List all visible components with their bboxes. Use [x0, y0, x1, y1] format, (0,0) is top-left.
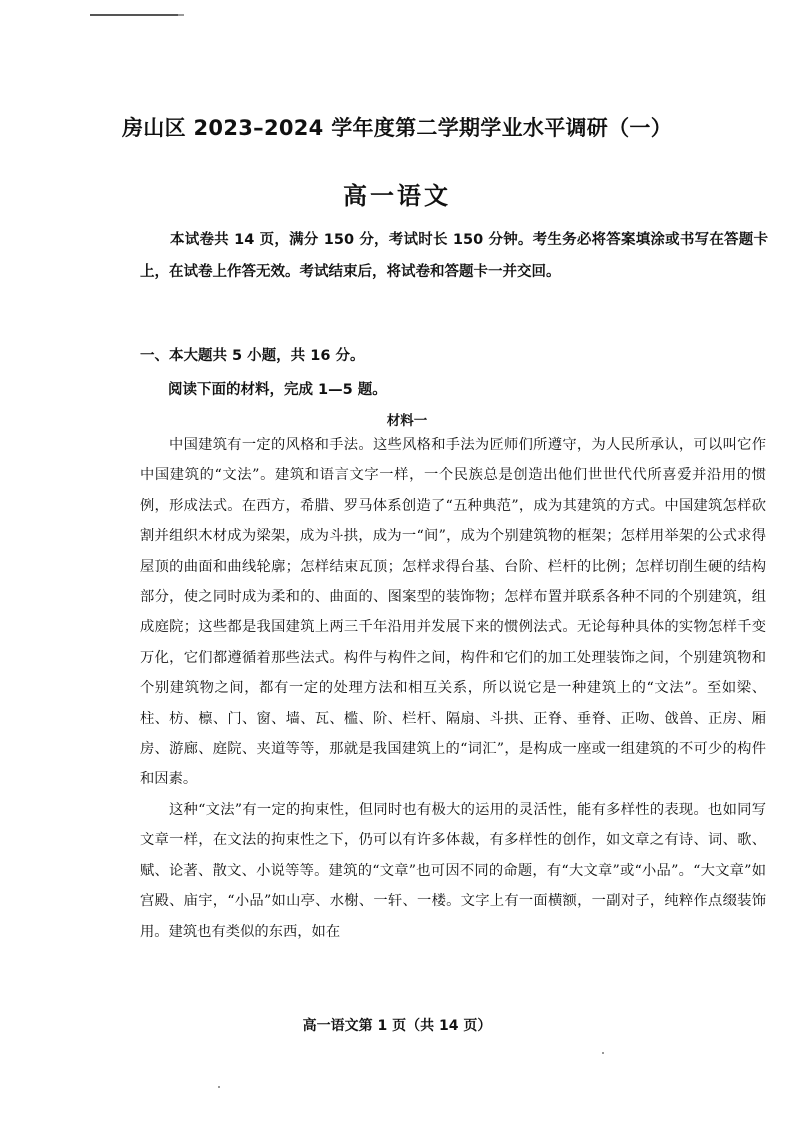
scan-artifact-line [90, 14, 178, 16]
reading-instruction: 阅读下面的材料，完成 1—5 题。 [168, 382, 387, 398]
scan-artifact-dash [178, 14, 184, 16]
subject-title: 高一语文 [343, 182, 451, 210]
scan-speck [602, 1052, 604, 1054]
exam-notice: 本试卷共 14 页，满分 150 分，考试时长 150 分钟。考生务必将答案填涂或书写在答题卡上，在试卷上作答无效。考试结束后，将试卷和答题卡一并交回。 [140, 232, 768, 280]
body-paragraph-2: 这种“文法”有一定的拘束性，但同时也有极大的运用的灵活性，能有多样性的表现。也如同写文章一样，在文法的拘束性之下，仍可以有许多体裁，有多样性的创作，如文章之有诗、词、歌、赋、论著、散文、小说等等。建筑的“文章”也可因不同的命题，有“大文章”或“小品”。“大文章”如宫殿、庙宇，“小品”如山亭、水榭、一轩、一楼。文字上有一面横额，一副对子，纯粹作点缀装饰用。建筑也有类似的东西，如在 [140, 801, 766, 940]
exam-title: 房山区 2023–2024 学年度第二学期学业水平调研（一） [121, 116, 672, 140]
scan-speck [218, 1086, 220, 1088]
section-heading: 一、本大题共 5 小题，共 16 分。 [140, 348, 365, 364]
material-title: 材料一 [386, 413, 428, 429]
body-paragraph-1: 中国建筑有一定的风格和手法。这些风格和手法为匠师们所遵守，为人民所承认，可以叫它作中国建筑的“文法”。建筑和语言文字一样，一个民族总是创造出他们世世代代所喜爱并沿用的惯例，形成法式。在西方，希腊、罗马体系创造了“五种典范”，成为其建筑的方式。中国建筑怎样砍割并组织木材成为梁架，成为斗拱，成为一“间”，成为个别建筑物的框架；怎样用举架的公式求得屋顶的曲面和曲线轮廓；怎样结束瓦顶；怎样求得台基、台阶、栏杆的比例；怎样切削生硬的结构部分，使之同时成为柔和的、曲面的、图案型的装饰物；怎样布置并联系各种不同的个别建筑，组成庭院；这些都是我国建筑上两三千年沿用并发展下来的惯例法式。无论每种具体的实物怎样千变万化，它们都遵循着那些法式。构件与构件之间，构件和它们的加工处理装饰之间，个别建筑物和个别建筑物之间，都有一定的处理方法和相互关系，所以说它是一种建筑上的“文法”。至如梁、柱、枋、檩、门、窗、墙、瓦、槛、阶、栏杆、隔扇、斗拱、正脊、垂脊、正吻、戗兽、正房、厢房、游廊、庭院、夹道等等，那就是我国建筑上的“词汇”，是构成一座或一组建筑的不可少的构件和因素。 [140, 437, 766, 788]
page-footer: 高一语文第 1 页（共 14 页） [302, 1018, 492, 1034]
material-body [140, 430, 766, 947]
